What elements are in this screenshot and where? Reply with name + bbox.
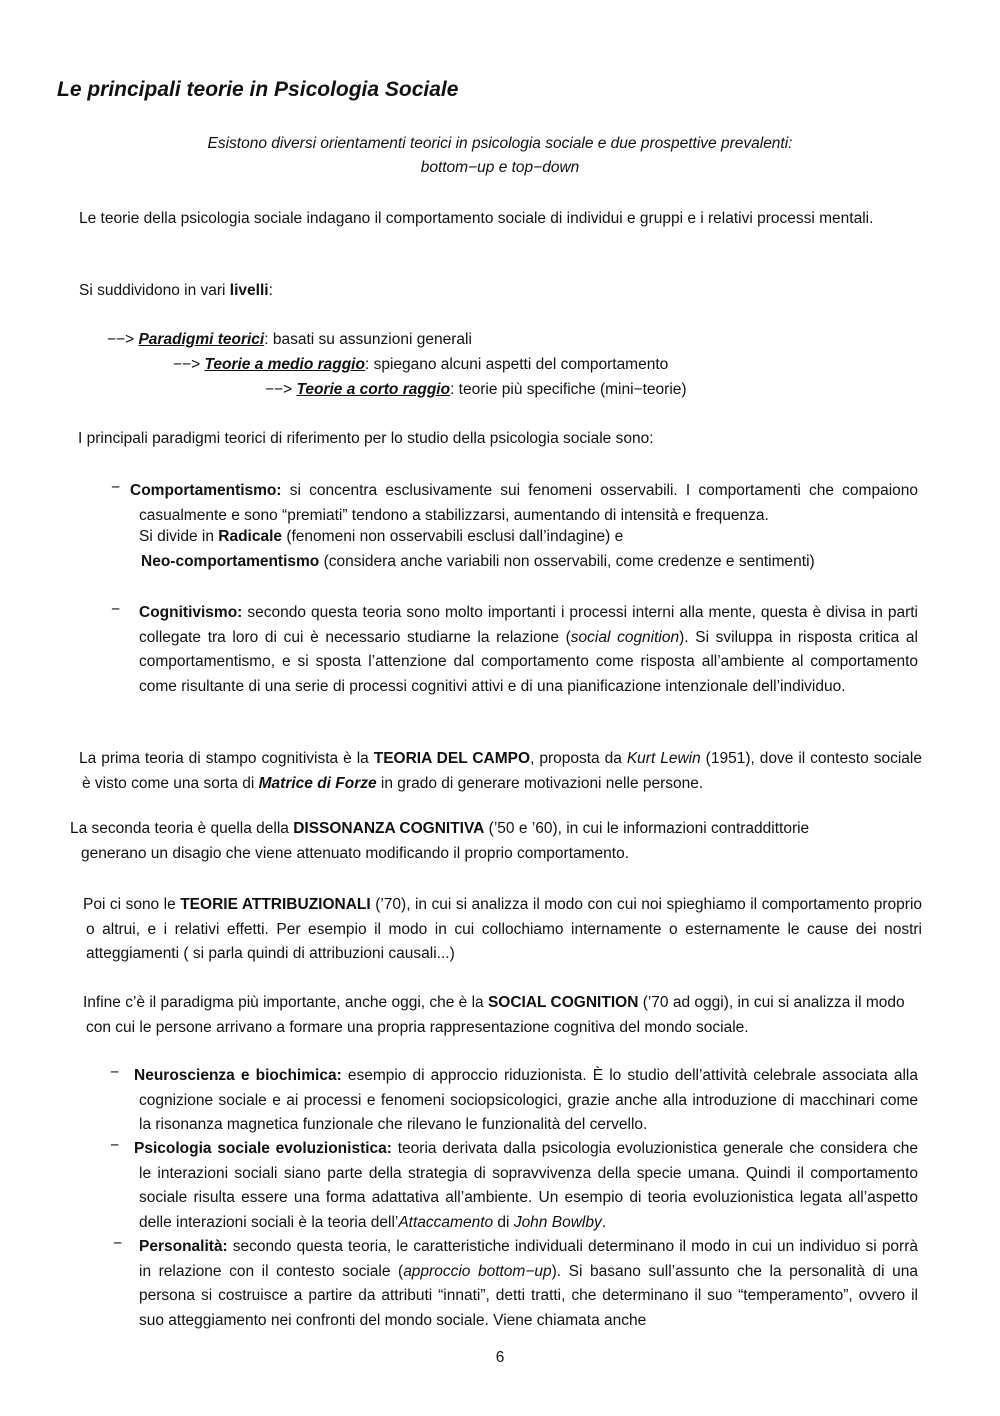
comportamentismo-item: Comportamentismo: si concentra esclusivamente sui fenomeni osservabili. I comportamenti che compaiono casualmente e sono “premiati” tendono a stabilizzarsi, aumentando di intensità e frequenza. (130, 482, 918, 524)
dissonanza-line-2: generano un disagio che viene attenuato modificando il proprio comportamento. (81, 845, 630, 862)
list-dash: − (113, 1235, 123, 1252)
dissonanza-line-1: La seconda teoria è quella della DISSONANZA COGNITIVA (’50 e ’60), in cui le informazioni contraddittorie (70, 820, 810, 837)
level-item-paradigmi: −−> Paradigmi teorici: basati su assunzioni generali (107, 331, 472, 348)
page-title: Le principali teorie in Psicologia Sociale (57, 78, 459, 101)
campo-paragraph: La prima teoria di stampo cognitivista è la TEORIA DEL CAMPO, proposta da Kurt Lewin (1951), dove il contesto sociale è visto come una sorta di Matrice di Forze in grado di generare motivazioni nelle persone. (79, 750, 922, 792)
list-dash: − (111, 601, 121, 618)
paradigms-intro: I principali paradigmi teorici di riferimento per lo studio della psicologia sociale sono: (78, 430, 654, 447)
level-item-medio-raggio: −−> Teorie a medio raggio: spiegano alcuni aspetti del comportamento (173, 356, 669, 373)
attribuzionali-paragraph: Poi ci sono le TEORIE ATTRIBUZIONALI (’70), in cui si analizza il modo con cui noi spieghiamo il comportamento proprio o altrui, e i relativi effetti. Per esempio il modo in cui collochiamo internamente o esternamente le cause dei nostri atteggiamenti ( si parla quindi di attribuzioni causali...) (83, 896, 923, 962)
neuroscienza-term: Neuroscienza e biochimica: (134, 1067, 342, 1084)
definition-paragraph: Le teorie della psicologia sociale indagano il comportamento sociale di individui e gruppi e i relativi processi mentali. (79, 210, 874, 227)
social-cognition-paragraph: Infine c’è il paradigma più importante, anche oggi, che è la SOCIAL COGNITION (’70 ad oggi), in cui si analizza il modo con cui le persone arrivano a formare una propria rappresentazione cognitiva del mondo sociale. (83, 994, 905, 1036)
levels-keyword: livelli (229, 282, 269, 299)
personalita-term: Personalità: (139, 1238, 228, 1255)
list-dash: − (110, 1137, 120, 1154)
list-dash: − (110, 1064, 120, 1081)
neo-comportamentismo: Neo-comportamentismo (considera anche variabili non osservabili, come credenze e sentimenti) (141, 553, 815, 570)
evoluzionistica-term: Psicologia sociale evoluzionistica: (134, 1140, 392, 1157)
page-number: 6 (495, 1349, 505, 1366)
comportamentismo-divide: Si divide in Radicale (fenomeni non osservabili esclusi dall’indagine) e (139, 528, 624, 545)
level-item-corto-raggio: −−> Teorie a corto raggio: teorie più specifiche (mini−teorie) (265, 381, 687, 398)
levels-lead: Si suddividono in vari livelli: (79, 282, 273, 299)
comportamentismo-term: Comportamentismo: (130, 482, 282, 499)
list-dash: − (111, 479, 121, 496)
intro-line-1: Esistono diversi orientamenti teorici in psicologia sociale e due prospettive prevalenti: (207, 135, 793, 152)
personalita-item: Personalità: secondo questa teoria, le caratteristiche individuali determinano il modo in cui un individuo si porrà in relazione con il contesto sociale (approccio bottom−up). Si basano sull’assunto che la personalità di una persona si costruisce a partire da attributi “innati”, detti tratti, che determinano il suo “temperamento”, ovvero il suo atteggiamento nei confronti del mondo sociale. Viene chiamata anche (139, 1238, 918, 1329)
intro-line-2: bottom−up e top−down (420, 159, 580, 176)
cognitivismo-term: Cognitivismo: (139, 604, 243, 621)
evoluzionistica-item: Psicologia sociale evoluzionistica: teoria derivata dalla psicologia evoluzionistica generale che considera che le interazioni sociali siano parte della strategia di sopravvivenza della specie umana. Quindi il comportamento sociale risulta essere una forma adattativa all’ambiente. Un esempio di teoria evoluzionistica legata all’aspetto delle interazioni sociali è la teoria dell’Attaccamento di John Bowlby. (134, 1140, 918, 1231)
cognitivismo-item: Cognitivismo: secondo questa teoria sono molto importanti i processi interni alla mente, questa è divisa in parti collegate tra loro di cui è necessario studiarne la relazione (social cognition). Si sviluppa in risposta critica al comportamentismo, e si sposta l’attenzione dal comportamento come risposta all’ambiente al comportamento come risultante di una serie di processi cognitivi attivi e di una pianificazione intenzionale dell’individuo. (139, 604, 918, 695)
neuroscienza-item: Neuroscienza e biochimica: esempio di approccio riduzionista. È lo studio dell’attività celebrale associata alla cognizione sociale e ai processi e fenomeni sociopsicologici, grazie anche alla introduzione di macchinari come la risonanza magnetica funzionale che rilevano le funzionalità del cervello. (134, 1067, 918, 1133)
